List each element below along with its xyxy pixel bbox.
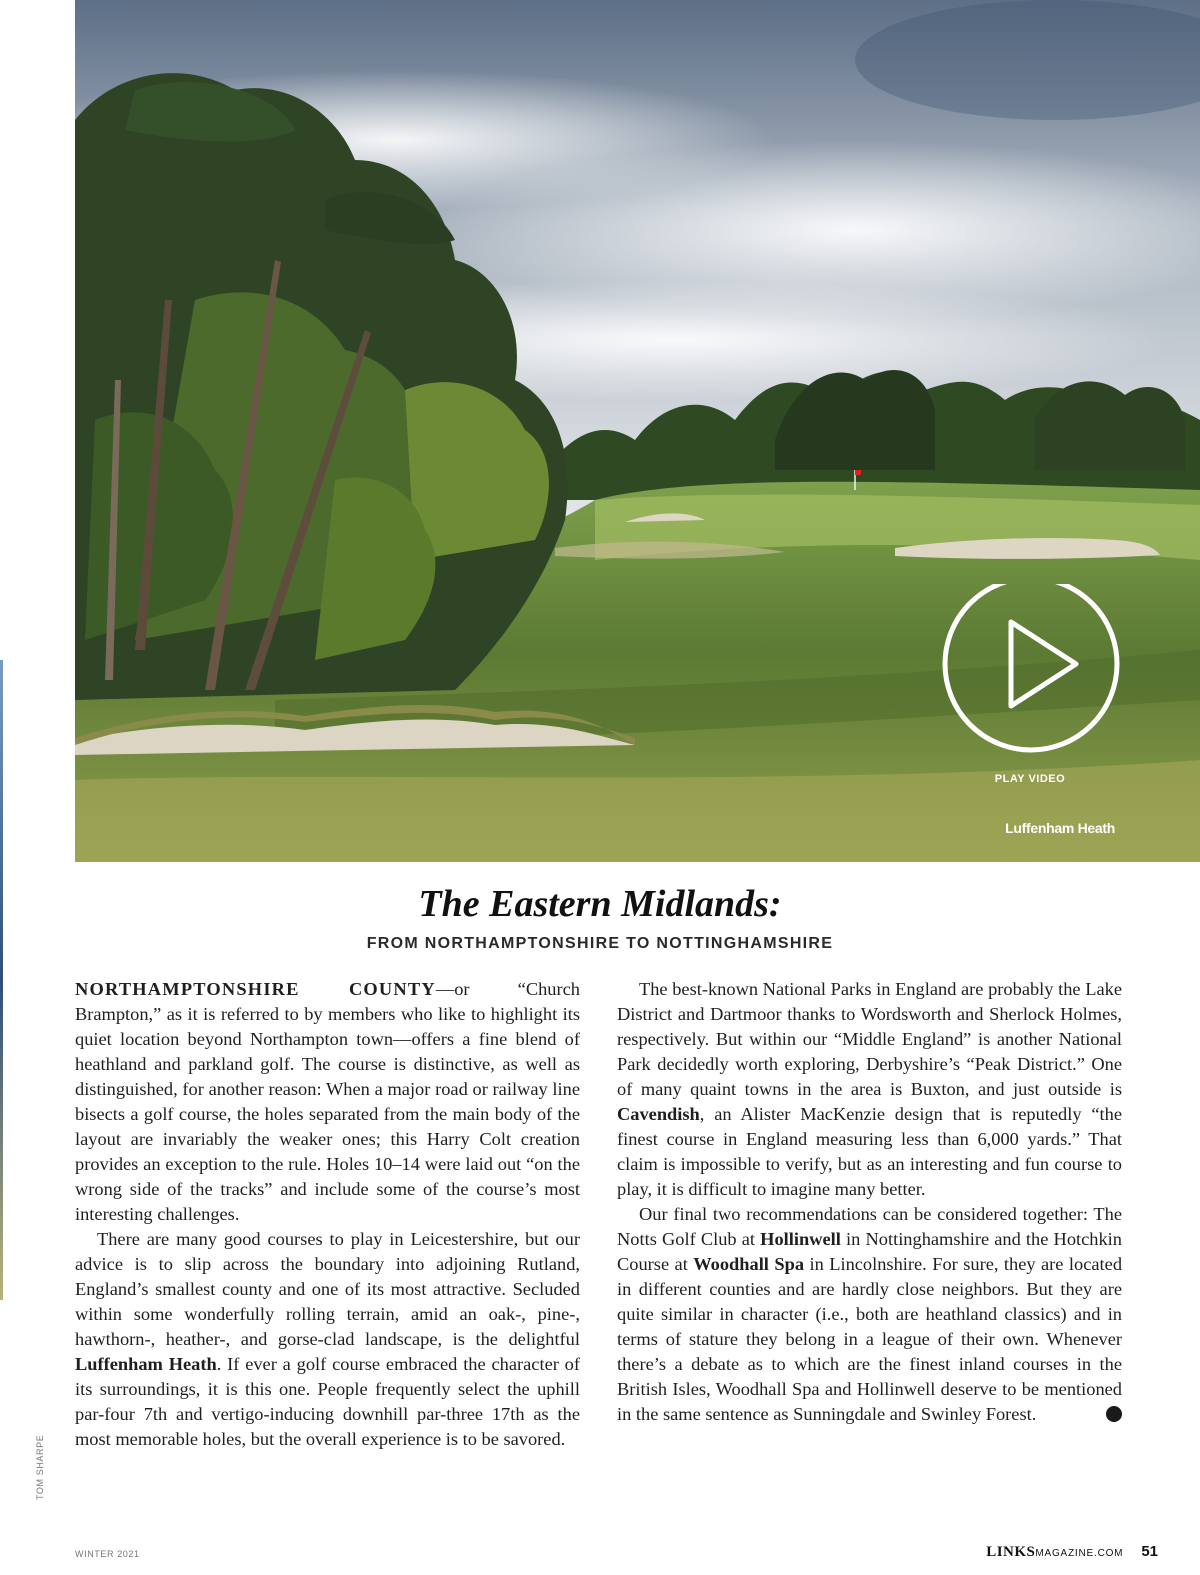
footer-brand (986, 1543, 1158, 1561)
article-subtitle: FROM NORTHAMPTONSHIRE TO NOTTINGHAMSHIRE (366, 935, 834, 952)
page-number: 51 (1141, 1543, 1158, 1560)
course-name: Woodhall Spa (693, 1254, 805, 1274)
photo-caption: Luffenham Heath (1005, 820, 1115, 836)
photo-credit: TOM SHARPE (35, 1434, 45, 1500)
paragraph-text: , an Alister MacKenzie design that is reputedly “the finest course in England measuring less than 6,000 yards.” That claim is impossible to verify, but as an interesting and fun course to play, it is difficult to imagine many better. (617, 1104, 1122, 1199)
left-text-column (75, 977, 580, 1452)
play-video-label[interactable]: PLAY VIDEO (994, 773, 1066, 785)
hero-photo (75, 0, 1200, 862)
play-icon (941, 584, 1121, 764)
paragraph (75, 977, 580, 1227)
paragraph (617, 1202, 1135, 1427)
paragraph-text: in Nottinghamshire and the Hotchkin Course at (617, 1229, 1122, 1274)
play-video-button[interactable] (941, 584, 1121, 764)
lead-in-caps: NORTHAMPTONSHIRE COUNTY (75, 979, 436, 999)
paragraph (617, 977, 1122, 1202)
course-name: Hollinwell (760, 1229, 841, 1249)
paragraph-text: There are many good courses to play in Leicestershire, but our advice is to slip across the boundary into adjoining Rutland, England’s smallest county and one of its most attractive. Secluded within some wonderfully rolling terrain, amid an oak-, pine-, hawthorn-, heather-, and gorse-clad landscape, is the delightful (75, 1229, 580, 1349)
paragraph (75, 1227, 580, 1452)
course-name: Luffenham Heath (75, 1354, 217, 1374)
article-title: The Eastern Midlands: (418, 883, 782, 925)
paragraph-text: . If ever a golf course embraced the character of its surroundings, it is this one. People frequently select the uphill par-four 7th and vertigo-inducing downhill par-three 17th as the most memorable holes, but the overall experience is to be savored. (75, 1354, 580, 1449)
page-edge-strip (0, 660, 3, 1300)
right-text-column (617, 977, 1135, 1427)
paragraph-text: —or “Church Brampton,” as it is referred to by members who like to highlight its quiet location beyond Northampton town—offers a fine blend of heathland and parkland golf. The course is distinctive, as well as distinguished, for another reason: When a major road or railway line bisects a golf course, the holes separated from the main body of the layout are invariably the weaker ones; this Harry Colt creation provides an exception to the rule. Holes 10–14 were laid out “on the wrong side of the tracks” and include some of the course’s most interesting challenges. (75, 979, 580, 1224)
footer-issue: WINTER 2021 (75, 1549, 140, 1559)
paragraph-text: The best-known National Parks in England are probably the Lake District and Dartmoor thanks to Wordsworth and Sherlock Holmes, respectively. But within our “Middle England” is another National Park decidedly worth exploring, Derbyshire’s “Peak District.” One of many quaint towns in the area is Buxton, and just outside is (617, 979, 1122, 1099)
end-of-article-icon: L (1106, 1406, 1122, 1422)
brand-name: LINKS (986, 1544, 1036, 1560)
course-name: Cavendish (617, 1104, 700, 1124)
brand-domain: MAGAZINE.COM (1035, 1548, 1124, 1559)
paragraph-text: in Lincolnshire. For sure, they are located in different counties and are hardly close neighbors. But they are quite similar in character (i.e., both are heathland classics) and in terms of stature they belong in a league of their own. Whenever there’s a debate as to which are the finest inland courses in the British Isles, Woodhall Spa and Hollinwell deserve to be mentioned in the same sentence as Sunningdale and Swinley Forest. (617, 1254, 1123, 1424)
paragraph-text: Our final two recommendations can be considered together: The Notts Golf Club at (617, 1204, 1122, 1249)
